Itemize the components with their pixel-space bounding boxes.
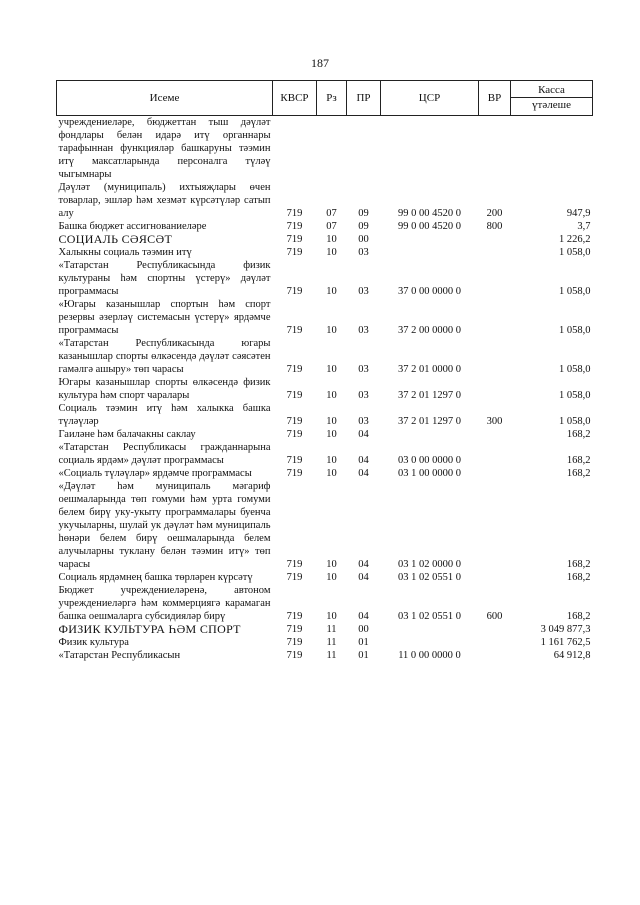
header-vr: ВР [479,81,511,116]
table-header-row [57,81,593,116]
header-name: Исеме [57,81,273,116]
row-csr: 99 0 00 4520 0 [398,208,461,219]
row-kassa: 168,2 [566,611,591,622]
table-row [57,337,593,376]
table-row [57,636,593,649]
row-rz: 10 [326,390,337,401]
row-kvsr: 719 [286,286,303,297]
header-rz: Рз [317,81,347,116]
row-kassa: 1 226,2 [559,234,591,245]
row-pr: 04 [358,429,369,440]
row-csr: 03 1 02 0551 0 [398,611,461,622]
row-kvsr: 719 [286,247,303,258]
table-section-row [57,623,593,636]
row-kvsr: 719 [286,221,303,232]
row-rz: 11 [326,624,337,635]
row-kassa: 1 058,0 [559,416,591,427]
row-kassa: 1 058,0 [559,325,591,336]
row-vr [479,298,511,337]
row-kvsr: 719 [286,611,303,622]
row-vr: 300 [486,416,503,427]
table-section-row [57,233,593,246]
row-pr: 09 [358,221,369,232]
table-row [57,584,593,623]
row-kassa: 1 058,0 [559,364,591,375]
row-rz: 10 [326,364,337,375]
row-name: «Татарстан Республикасында югары казанышлар спорты өлкәсендә дәүләт сәясәтен гамәлгә ашыру» төп чарасы [58,338,271,375]
row-name: «Татарстан Республикасында физик культураны һәм спортны үстерү» дәүләт программасы [58,260,271,297]
header-kassa-line2: үтәлеше [511,97,592,112]
row-name: Социаль ярдәмнең башка төрләрен күрсәтү [58,572,253,583]
row-kassa: 3 049 877,3 [540,624,591,635]
table-row [57,402,593,428]
row-rz: 10 [326,416,337,427]
row-rz: 10 [326,247,337,258]
row-kvsr: 719 [286,455,303,466]
row-pr: 04 [358,468,369,479]
table-row [57,181,593,220]
row-name: Дәүләт (муниципаль) ихтыяҗлары өчен товарлар, эшләр һәм хезмәт күрсәтүләр сатып алу [58,182,271,219]
row-vr [479,116,511,182]
row-vr [479,259,511,298]
row-rz: 11 [326,637,337,648]
row-vr [479,337,511,376]
row-kassa: 1 058,0 [559,286,591,297]
row-vr [479,636,511,649]
row-rz: 10 [326,572,337,583]
table-row [57,259,593,298]
row-kvsr [273,116,317,182]
row-vr [479,441,511,467]
row-vr [479,467,511,480]
row-pr: 04 [358,455,369,466]
row-name: Халыкны социаль тәэмин итү [58,247,192,258]
row-kassa: 168,2 [566,429,591,440]
row-rz [317,116,347,182]
row-pr: 00 [358,234,369,245]
row-pr: 03 [358,416,369,427]
row-csr: 99 0 00 4520 0 [398,221,461,232]
row-csr [381,636,479,649]
row-rz: 07 [326,221,337,232]
row-pr: 00 [358,624,369,635]
row-pr: 04 [358,572,369,583]
row-pr: 09 [358,208,369,219]
row-csr: 37 0 00 0000 0 [398,286,461,297]
row-name: Югары казанышлар спорты өлкәсендә физик культура һәм спорт чаралары [58,377,271,401]
row-rz: 10 [326,468,337,479]
row-vr [479,649,511,662]
row-kvsr: 719 [286,208,303,219]
table-row [57,298,593,337]
row-name: ФИЗИК КУЛЬТУРА ҺӘМ СПОРТ [58,622,241,636]
row-vr: 800 [486,221,503,232]
row-csr: 37 2 00 0000 0 [398,325,461,336]
row-kvsr: 719 [286,234,303,245]
row-vr [479,480,511,571]
row-rz: 10 [326,234,337,245]
row-kassa: 168,2 [566,559,591,570]
row-rz: 11 [326,650,337,661]
row-name: учреждениеләре, бюджеттан тыш дәүләт фондлары белән идарә итү органнары тарафыннан функцияләр башкаруны тәэмин итү максатларында персоналга түләү чыгымнары [58,117,271,180]
row-name: «Югары казанышлар спортын һәм спорт резервы әзерләү системасын үстерү» ярдәмче программасы [58,299,271,336]
row-name: СОЦИАЛЬ СӘЯСӘТ [58,232,173,246]
row-name: Физик культура [58,637,129,648]
row-kassa: 168,2 [566,468,591,479]
row-kvsr: 719 [286,325,303,336]
row-name: «Татарстан Республикасы гражданнарына социаль ярдәм» дәүләт программасы [58,442,271,466]
row-name: Социаль тәэмин итү һәм халыкка башка түләүләр [58,403,271,427]
row-vr [479,233,511,246]
row-csr [381,428,479,441]
row-name: Бюджет учреждениеләренә, автоном учреждениеләргә һәм коммерциягә карамаган башка оешмаларга субсидияләр бирү [58,585,271,622]
table-row [57,376,593,402]
row-csr: 03 1 00 0000 0 [398,468,461,479]
row-kvsr: 719 [286,559,303,570]
page-number: 187 [311,56,329,70]
table-row [57,116,593,182]
row-rz: 10 [326,559,337,570]
row-kassa: 947,9 [566,208,591,219]
row-csr: 37 2 01 0000 0 [398,364,461,375]
row-kvsr: 719 [286,637,303,648]
row-kvsr: 719 [286,468,303,479]
row-pr: 03 [358,247,369,258]
header-csr: ЦСР [381,81,479,116]
row-kassa: 1 058,0 [559,247,591,258]
row-csr: 03 1 02 0551 0 [398,572,461,583]
row-vr [479,428,511,441]
row-kvsr: 719 [286,429,303,440]
row-pr: 03 [358,325,369,336]
row-pr: 04 [358,611,369,622]
table-row [57,480,593,571]
row-csr: 37 2 01 1297 0 [398,416,461,427]
row-pr: 01 [358,650,369,661]
row-rz: 10 [326,455,337,466]
table-row [57,649,593,662]
row-pr: 01 [358,637,369,648]
row-kvsr: 719 [286,416,303,427]
row-kassa: 1 058,0 [559,390,591,401]
row-csr: 03 0 00 0000 0 [398,455,461,466]
table-row [57,571,593,584]
row-vr [479,571,511,584]
row-name: Гаиләне һәм балачакны саклау [58,429,196,440]
row-csr [381,116,479,182]
row-vr: 600 [486,611,503,622]
row-kassa: 168,2 [566,572,591,583]
table-row [57,246,593,259]
row-kvsr: 719 [286,390,303,401]
row-rz: 07 [326,208,337,219]
table-row [57,428,593,441]
row-pr: 04 [358,559,369,570]
row-rz: 10 [326,611,337,622]
table-row [57,441,593,467]
table-row [57,467,593,480]
row-rz: 10 [326,429,337,440]
row-name: «Социаль түләүләр» ярдәмче программасы [58,468,252,479]
row-kassa: 64 912,8 [553,650,591,661]
row-pr: 03 [358,286,369,297]
row-kassa: 3,7 [577,221,591,232]
row-pr: 03 [358,390,369,401]
row-vr [479,376,511,402]
row-kassa [511,116,593,182]
row-name: «Дәүләт һәм муниципаль мәгариф оешмаларында төп гомуми һәм урта гомуми белем бирү уку-укыту программалары буенча укучыларны, шулай ук дәүләт һәм муниципаль һөнәри белем бирү оешмаларында белем алучыларны туклану белән тәэмин итү» төп чарасы [58,481,271,570]
row-csr: 37 2 01 1297 0 [398,390,461,401]
row-kvsr: 719 [286,624,303,635]
row-kassa: 168,2 [566,455,591,466]
row-vr [479,623,511,636]
row-pr [347,116,381,182]
row-kassa: 1 161 762,5 [540,637,591,648]
row-vr: 200 [486,208,503,219]
row-csr [381,246,479,259]
row-rz: 10 [326,325,337,336]
row-pr: 03 [358,364,369,375]
row-vr [479,246,511,259]
row-csr [381,623,479,636]
row-csr: 03 1 02 0000 0 [398,559,461,570]
row-name: «Татарстан Республикасын [58,650,181,661]
header-kvsr: КВСР [273,81,317,116]
header-kassa [511,81,593,116]
row-csr: 11 0 00 0000 0 [398,650,461,661]
row-rz: 10 [326,286,337,297]
row-csr [381,233,479,246]
row-kvsr: 719 [286,364,303,375]
row-kvsr: 719 [286,572,303,583]
header-kassa-line1: Касса [538,84,565,96]
header-pr: ПР [347,81,381,116]
row-name: Башка бюджет ассигнованиеләре [58,221,207,232]
budget-table [56,80,593,662]
row-kvsr: 719 [286,650,303,661]
